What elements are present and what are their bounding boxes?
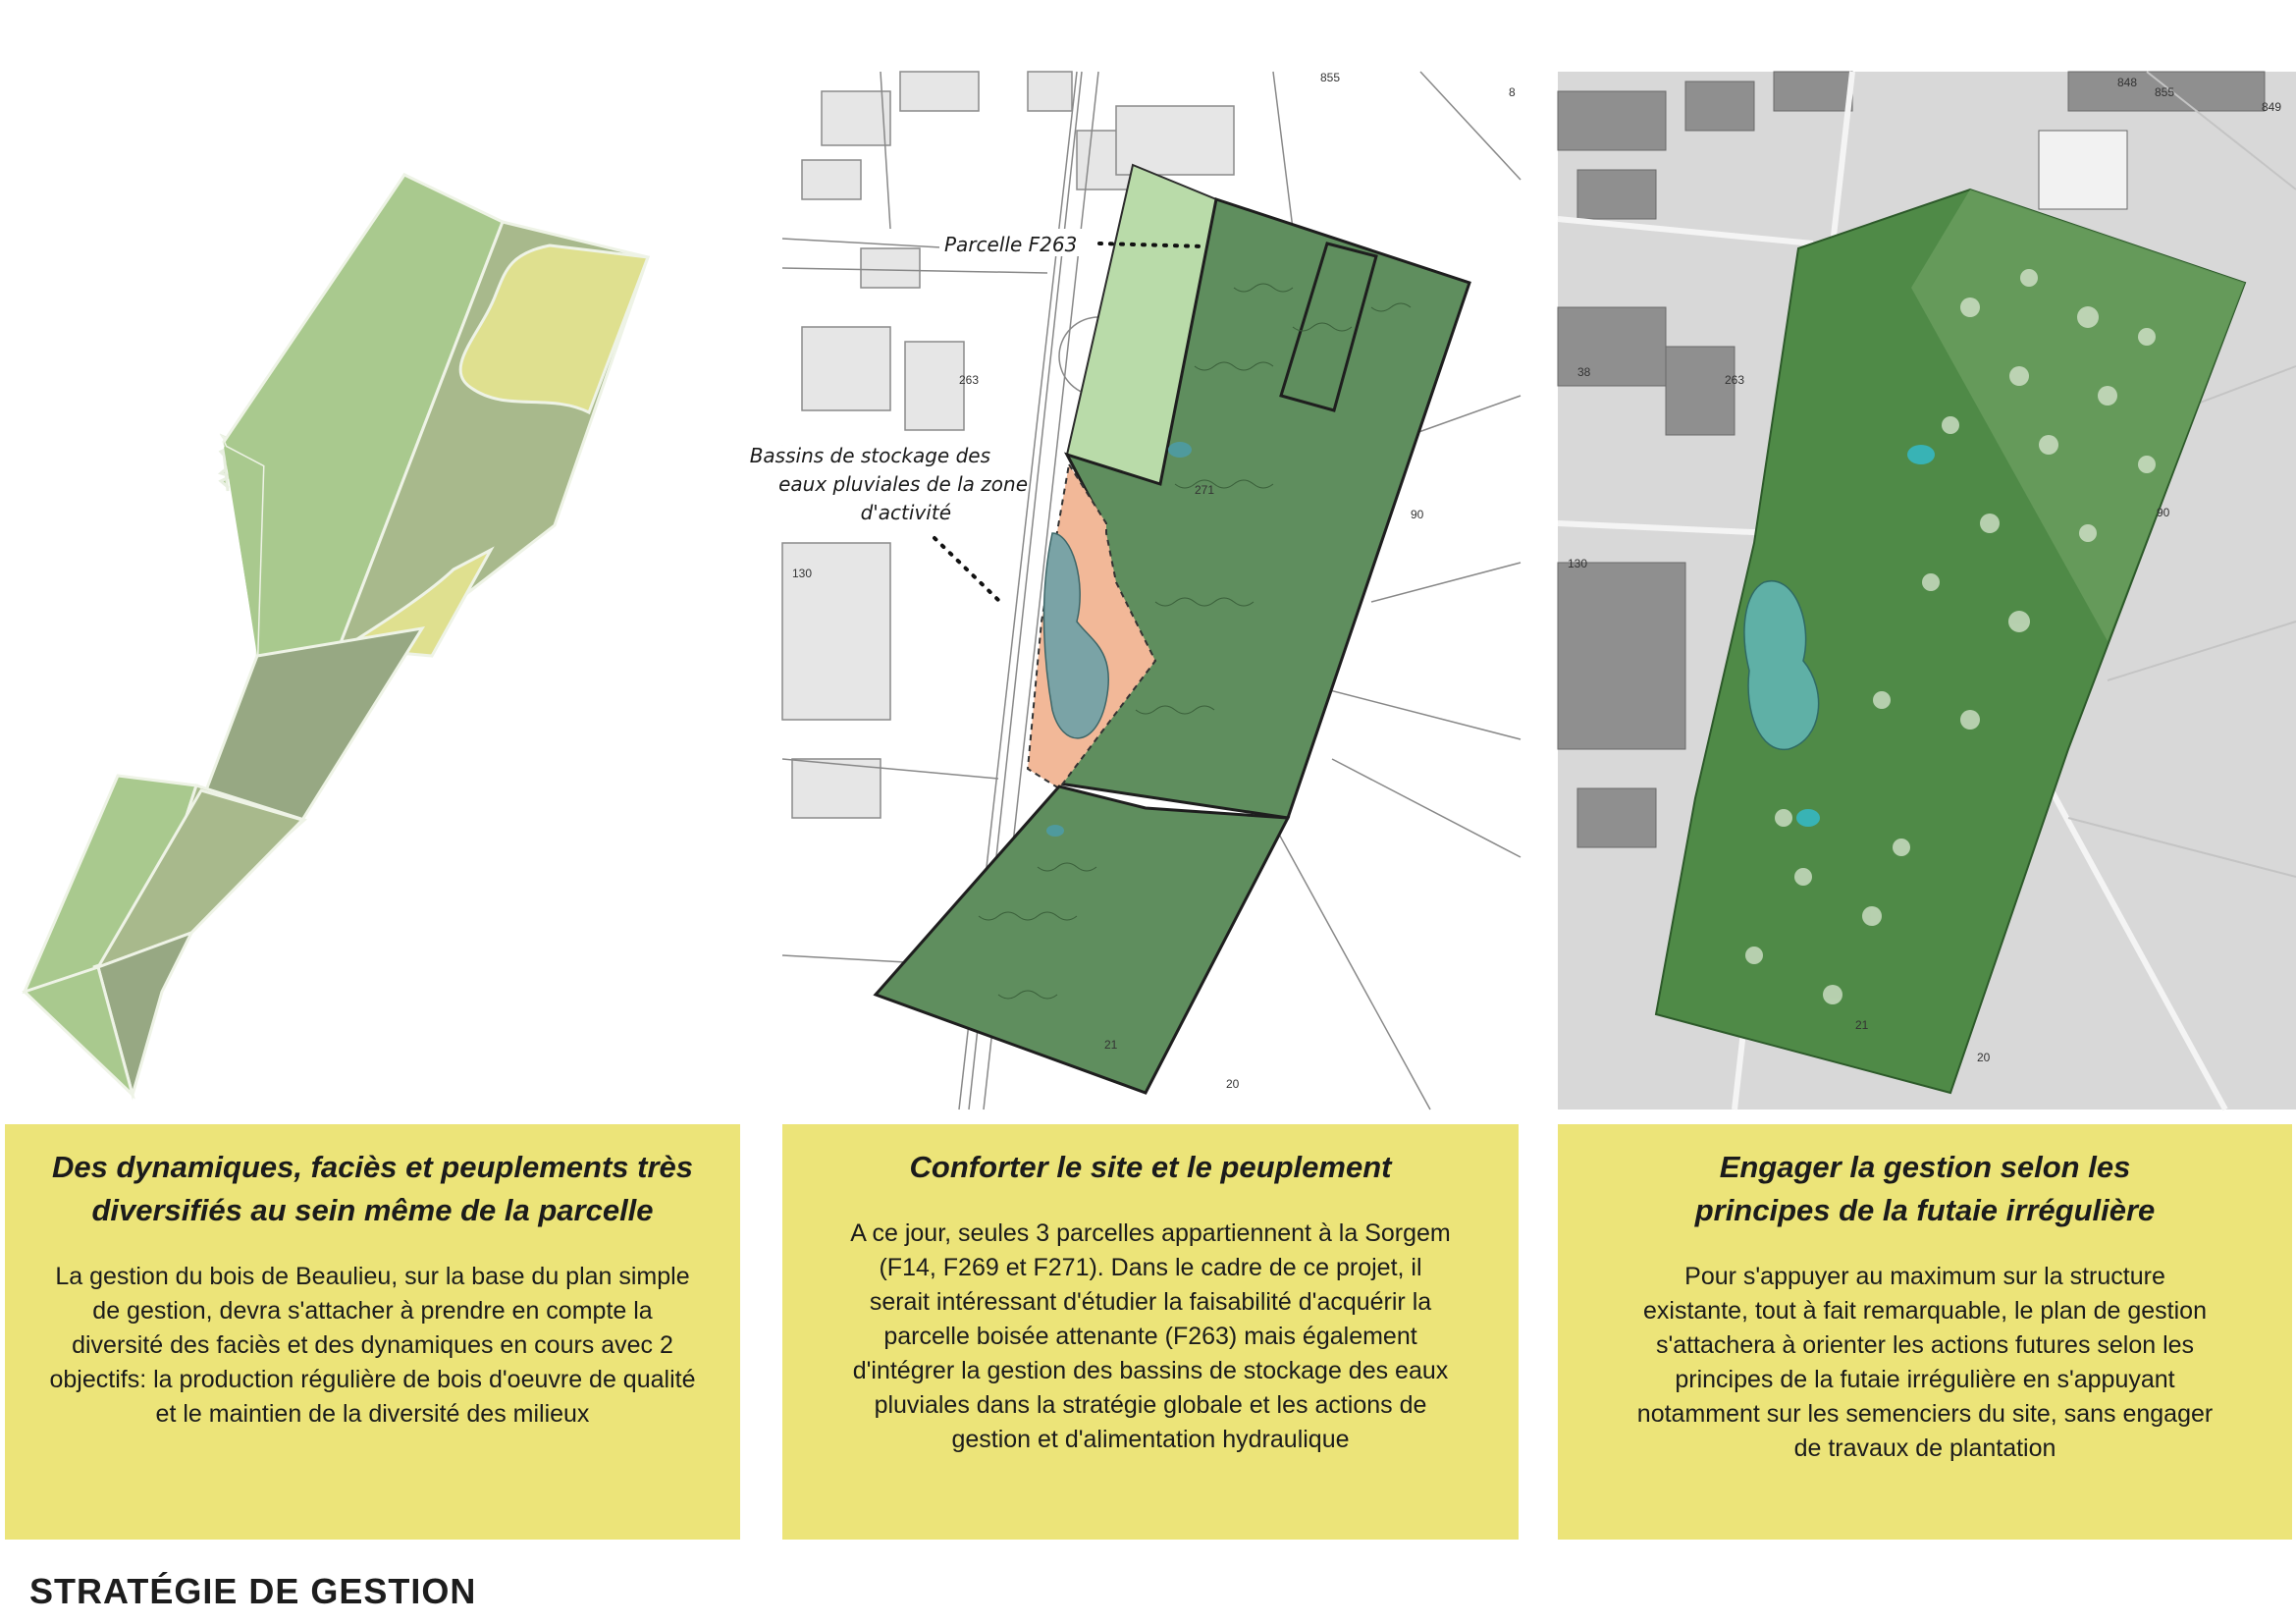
parcel-number: 130	[792, 567, 813, 580]
panel-text-1: La gestion du bois de Beaulieu, sur la base du plan simple de gestion, devra s'attacher à prendre en compte la diversité des faciès et des dynamiques en cours avec 2 objectifs: la production régulière de bois d'oeuvre de qualité et le maintien de la diversité des milieux	[49, 1263, 696, 1428]
panel-title-2: Conforter le site et le peuplement	[909, 1150, 1392, 1184]
parcel-number: 271	[1195, 483, 1215, 497]
parcel-number: 20	[1226, 1077, 1240, 1091]
parcel-number: 38	[1577, 365, 1591, 379]
facies-zone-middle	[206, 628, 422, 820]
facies-zone-notch	[224, 442, 263, 656]
cadastral-plan	[749, 71, 1521, 1110]
parcel-number: 21	[1855, 1018, 1869, 1032]
pond	[1168, 442, 1192, 458]
panel-title-3: Engager la gestion selon les principes de la futaie irrégulière	[1694, 1150, 2156, 1227]
parcel-number: 90	[1411, 508, 1424, 521]
parcel-number: 90	[2157, 506, 2170, 519]
parcel-number: 855	[1320, 71, 1341, 84]
parcel-number: 130	[1568, 557, 1588, 570]
label-parcelle-f263: Parcelle F263	[944, 233, 1078, 256]
panel-box-1	[5, 1124, 740, 1540]
facies-diagram	[0, 0, 687, 1119]
label-bassins-2: eaux pluviales de la zone	[778, 472, 1028, 496]
panel-text-3: Pour s'appuyer au maximum sur la structure existante, tout à fait remarquable, le plan de gestion s'attachera à orienter les actions futures selon les principes de la futaie irrégulière en s'appuyant notamment sur les semenciers du site, sans engager de travaux de plantation	[1636, 1263, 2214, 1462]
management-plan	[1558, 72, 2296, 1110]
parcel-number: 21	[1104, 1038, 1118, 1052]
panel-title-1: Des dynamiques, faciès et peuplements très diversifiés au sein même de la parcelle	[52, 1150, 693, 1227]
parcel-number: 20	[1977, 1051, 1991, 1064]
label-bassins-1: Bassins de stockage des	[749, 444, 990, 467]
pond-small	[1046, 825, 1064, 837]
label-bassins-3: d'activité	[860, 501, 951, 524]
panel-box-3	[1558, 1124, 2292, 1540]
parcel-number: 848	[2117, 76, 2138, 89]
pond-aerial-small	[1796, 809, 1820, 827]
parcel-number: 849	[2262, 100, 2282, 114]
panel-box-2	[782, 1124, 1519, 1540]
parcel-number: 263	[1725, 373, 1745, 387]
parcel-number: 8	[1509, 85, 1516, 99]
parcel-number: 855	[2155, 85, 2175, 99]
page-title: STRATÉGIE DE GESTION	[29, 1571, 477, 1611]
panel-text-2: A ce jour, seules 3 parcelles appartiennent à la Sorgem (F14, F269 et F271). Dans le cadre de ce projet, il serait intéressant d'étudier la faisabilité d'acquérir la parcelle boisée attenante (F263) mais également d'intégrer la gestion des bassins de stockage des eaux pluviales dans la stratégie globale et les actions de gestion et d'alimentation hydraulique	[850, 1219, 1451, 1453]
parcel-number: 263	[959, 373, 980, 387]
pond-aerial	[1907, 445, 1935, 464]
